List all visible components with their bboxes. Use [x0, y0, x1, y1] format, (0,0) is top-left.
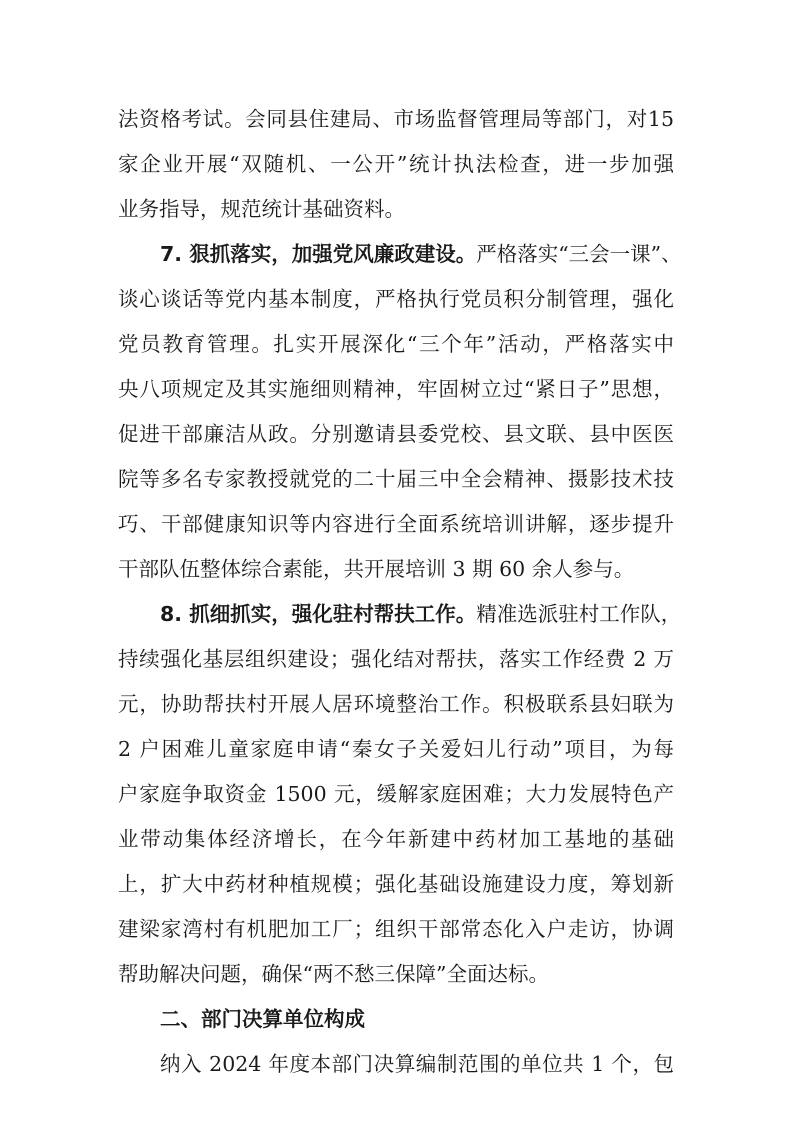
- paragraph-line: 巧、干部健康知识等内容进行全面系统培训讲解，逐步提升: [118, 512, 674, 536]
- paragraph-line: 建梁家湾村有机肥加工厂；组织干部常态化入户走访，协调: [118, 917, 674, 941]
- item-8-line: [160, 600, 682, 628]
- paragraph-line: 党员教育管理。扎实开展深化“三个年”活动，严格落实中: [118, 332, 674, 356]
- paragraph-line: 元，协助帮扶村开展人居环境整治工作。积极联系县妇联为: [118, 692, 674, 716]
- paragraph-line: 院等多名专家教授就党的二十届三中全会精神、摄影技术技: [118, 467, 674, 491]
- item-7-line: [160, 240, 682, 268]
- paragraph-line: 帮助解决问题，确保“两不愁三保障”全面达标。: [118, 962, 549, 986]
- paragraph-line: 上，扩大中药材种植规模；强化基础设施建设力度，筹划新: [118, 872, 674, 896]
- paragraph-line: 2 户困难儿童家庭申请“秦女子关爱妇儿行动”项目，为每: [118, 737, 674, 761]
- item-7-heading: 7. 狠抓落实，加强党风廉政建设。: [160, 242, 477, 266]
- paragraph-line: 纳入 2024 年度本部门决算编制范围的单位共 1 个，包: [160, 1052, 674, 1076]
- paragraph-line: 促进干部廉洁从政。分别邀请县委党校、县文联、县中医医: [118, 422, 674, 446]
- paragraph-line: 持续强化基层组织建设；强化结对帮扶，落实工作经费 2 万: [118, 647, 674, 671]
- paragraph-line: 户家庭争取资金 1500 元，缓解家庭困难；大力发展特色产: [118, 782, 674, 806]
- paragraph-text: 严格落实“三会一课”、: [476, 242, 682, 266]
- paragraph-line: 家企业开展“双随机、一公开”统计执法检查，进一步加强: [118, 152, 674, 176]
- paragraph-line: 谈心谈话等党内基本制度，严格执行党员积分制管理，强化: [118, 287, 674, 311]
- paragraph-line: 业务指导，规范统计基础资料。: [118, 197, 405, 221]
- paragraph-line: 干部队伍整体综合素能，共开展培训 3 期 60 余人参与。: [118, 557, 635, 581]
- item-8-heading: 8. 抓细抓实，强化驻村帮扶工作。: [160, 602, 477, 626]
- paragraph-line: 央八项规定及其实施细则精神，牢固树立过“紧日子”思想，: [118, 377, 674, 401]
- paragraph-line: 法资格考试。会同县住建局、市场监督管理局等部门，对15: [118, 107, 674, 131]
- paragraph-line: 业带动集体经济增长，在今年新建中药材加工基地的基础: [118, 827, 674, 851]
- section-heading: 二、部门决算单位构成: [160, 1007, 365, 1031]
- paragraph-text: 精准选派驻村工作队，: [476, 602, 682, 626]
